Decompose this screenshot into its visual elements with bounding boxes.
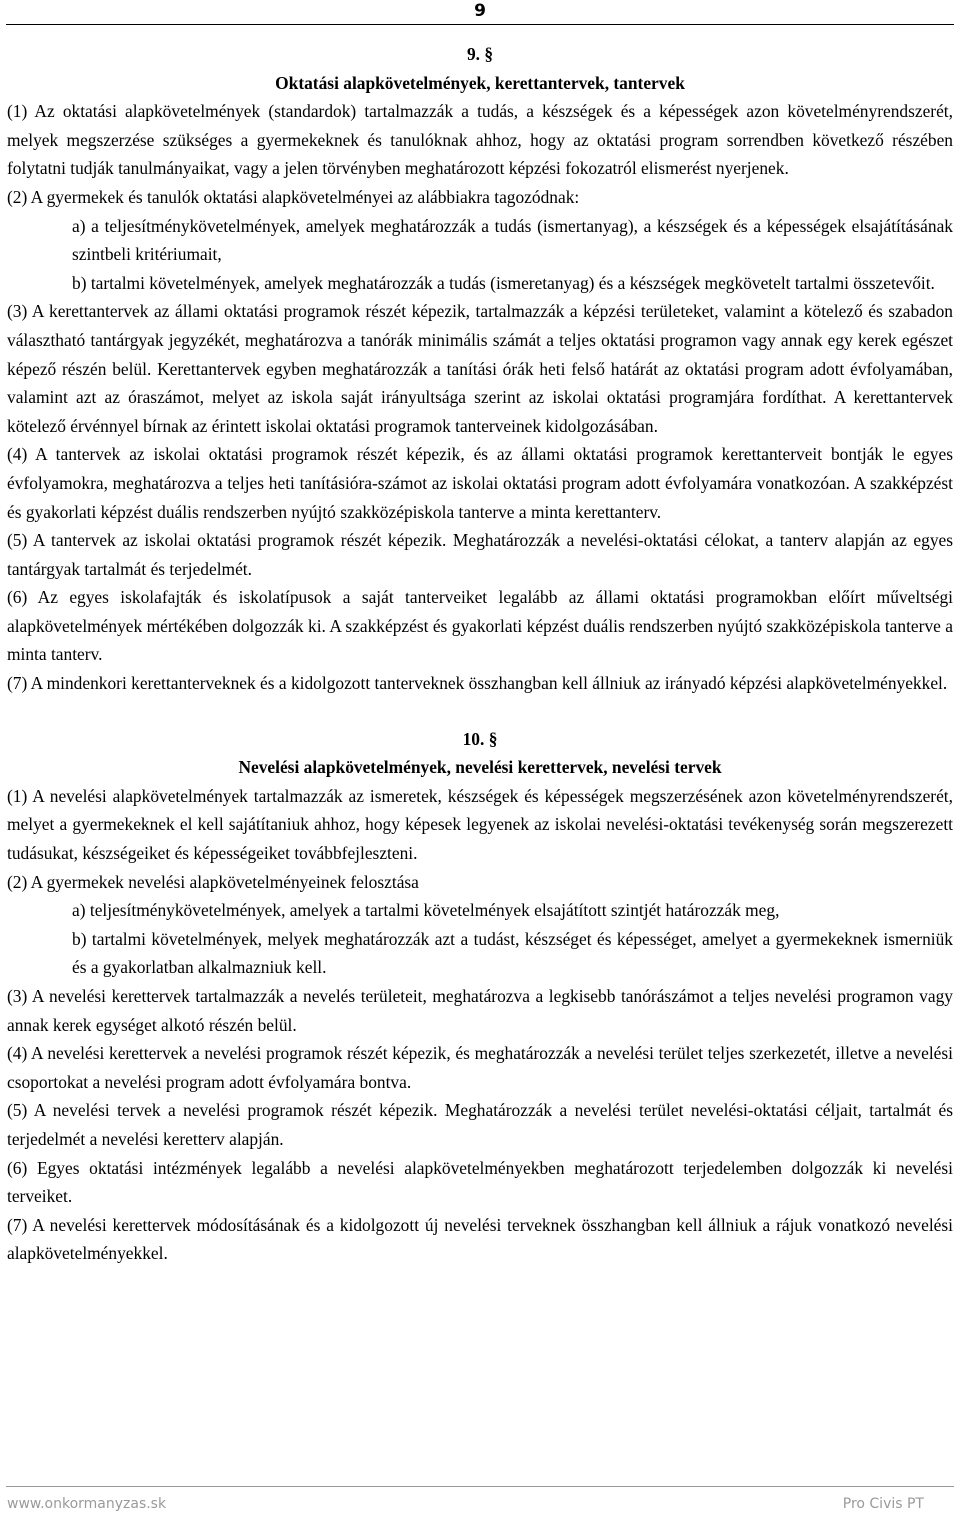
footer-organization: Pro Civis PT	[842, 1496, 924, 1512]
section-9-paragraph-7: (7) A mindenkori kerettanterveknek és a kidolgozott tanterveknek összhangban kell állniuk az irányadó képzési alapkövetelményekkel.	[7, 673, 948, 694]
footer-website: www.onkormanyzas.sk	[7, 1496, 167, 1512]
section-10-title: Nevelési alapkövetelmények, nevelési kerettervek, nevelési tervek	[238, 757, 722, 778]
section-spacer	[7, 698, 953, 725]
section-9-paragraph-5: (5) A tantervek az iskolai oktatási programok részét képezik. Meghatározzák a nevelési-oktatási célokat, a tanterv alapján az egyes tantárgyak tartalmát és terjedelmét.	[7, 530, 953, 579]
section-10-paragraph-2a: a) teljesítménykövetelmények, amelyek a tartalmi követelmények elsajátított szintjét határozzák meg,	[72, 900, 780, 921]
section-9-number: 9. §	[466, 44, 494, 64]
section-9-paragraph-4: (4) A tantervek az iskolai oktatási programok részét képezik, és az állami oktatási programok kerettanterveit bontják le egyes évfolyamokra, meghatározva a teljes heti tanításióra-számot az iskolai oktatási program adott évfolyamára vonatkozóan. A szakképzést és gyakorlati képzést duális rendszerben nyújtó szakközépiskola tanterve a minta kerettanterv.	[7, 444, 953, 522]
section-9-paragraph-2: (2) A gyermekek és tanulók oktatási alapkövetelményei az alábbiakra tagozódnak:	[7, 186, 580, 207]
section-10-paragraph-6: (6) Egyes oktatási intézmények legalább a nevelési alapkövetelményekben meghatározott terjedelemben dolgozzák ki nevelési terveiket.	[7, 1157, 953, 1207]
section-10-paragraph-2b: b) tartalmi követelmények, melyek meghatározzák azt a tudást, készséget és képességet, amelyet a gyermekeknek ismerniük és a gyakorlatban alkalmazniuk kell.	[72, 928, 953, 978]
section-10-paragraph-7: (7) A nevelési kerettervek módosításának és a kidolgozott új nevelési terveknek összhangban kell állniuk a rájuk vonatkozó nevelési alapkövetelményekkel.	[7, 1214, 953, 1264]
footer-divider	[6, 1486, 954, 1487]
section-10-paragraph-4: (4) A nevelési kerettervek a nevelési programok részét képezik, és meghatározzák a nevelési terület teljes szerkezetét, illetve a nevelési csoportokat a nevelési program adott évfolyamára bontva.	[7, 1043, 953, 1092]
section-9-paragraph-6: (6) Az egyes iskolafajták és iskolatípusok a saját tanterveiket legalább az állami oktatási programokban előírt műveltségi alapkövetelmények mértékében dolgozzák ki. A szakképzést és gyakorlati képzést duális rendszerben nyújtó szakközépiskola tanterve a minta tanterv.	[7, 587, 953, 665]
document-body	[7, 40, 953, 1268]
section-9-paragraph-3: (3) A kerettantervek az állami oktatási programok részét képezik, tartalmazzák a képzési területeket, valamint a kötelező és szabadon választható tantárgyak jegyzékét, meghatározva a tanórák minimális számát a teljes oktatási programon vagy annak egy kerek egészet képező részén belül. Kerettantervek egyben meghatározzák a tanítási órák heti felső határát az oktatási program adott évfolyamában, valamint azt az óraszámot, melyet az iskola saját irányultsága szerint az iskolai oktatási programjára fordíthat. A kerettantervek kötelező érvénnyel bírnak az érintett iskolai oktatási programok tanterveinek kidolgozásában.	[7, 301, 953, 436]
section-9-paragraph-2a: a) a teljesítménykövetelmények, amelyek meghatározzák a tudás (ismertanyag), a készségek és a képességek elsajátításának szintbeli kritériumait,	[72, 215, 953, 265]
section-9-paragraph-1: (1) Az oktatási alapkövetelmények (standardok) tartalmazzák a tudás, a készségek és a képességek azon követelményrendszerét, melyek megszerzése szükséges a gyermekeknek és tanulóknak ahhoz, hogy az oktatási program sorrendben következő részében folytatni tudják tanulmányaikat, vagy a jelen törvényben meghatározott képzési fokozatról elismerést nyerjenek.	[7, 101, 953, 179]
section-10-paragraph-3: (3) A nevelési kerettervek tartalmazzák a nevelés területeit, meghatározva a legkisebb tanórászámot a teljes nevelési programon vagy annak kerek egységet alkotó részén belül.	[7, 986, 953, 1035]
header-divider	[6, 24, 954, 25]
page-number: 9	[474, 1, 486, 21]
section-9-title: Oktatási alapkövetelmények, kerettantervek, tantervek	[275, 72, 685, 93]
section-10-paragraph-2: (2) A gyermekek nevelési alapkövetelményeinek felosztása	[7, 871, 419, 892]
section-10-paragraph-5: (5) A nevelési tervek a nevelési programok részét képezik. Meghatározzák a nevelési terület nevelési-oktatási céljait, tartalmát és terjedelmét a nevelési keretterv alapján.	[7, 1100, 953, 1149]
section-9-paragraph-2b: b) tartalmi követelmények, amelyek meghatározzák a tudás (ismeretanyag) és a készségek megkövetelt tartalmi összetevőit.	[72, 272, 935, 293]
section-10-paragraph-1: (1) A nevelési alapkövetelmények tartalmazzák az ismeretek, készségek és képességek megszerzésének azon követelményrendszerét, melyet a gyermekeknek el kell sajátítaniuk ahhoz, hogy képesek legyenek az iskolai nevelési-oktatási tevékenység során megszerezett tudásukat, készségeiket és képességeiket továbbfejleszteni.	[7, 785, 953, 864]
section-10-number: 10. §	[462, 728, 498, 749]
footer	[7, 1494, 924, 1514]
